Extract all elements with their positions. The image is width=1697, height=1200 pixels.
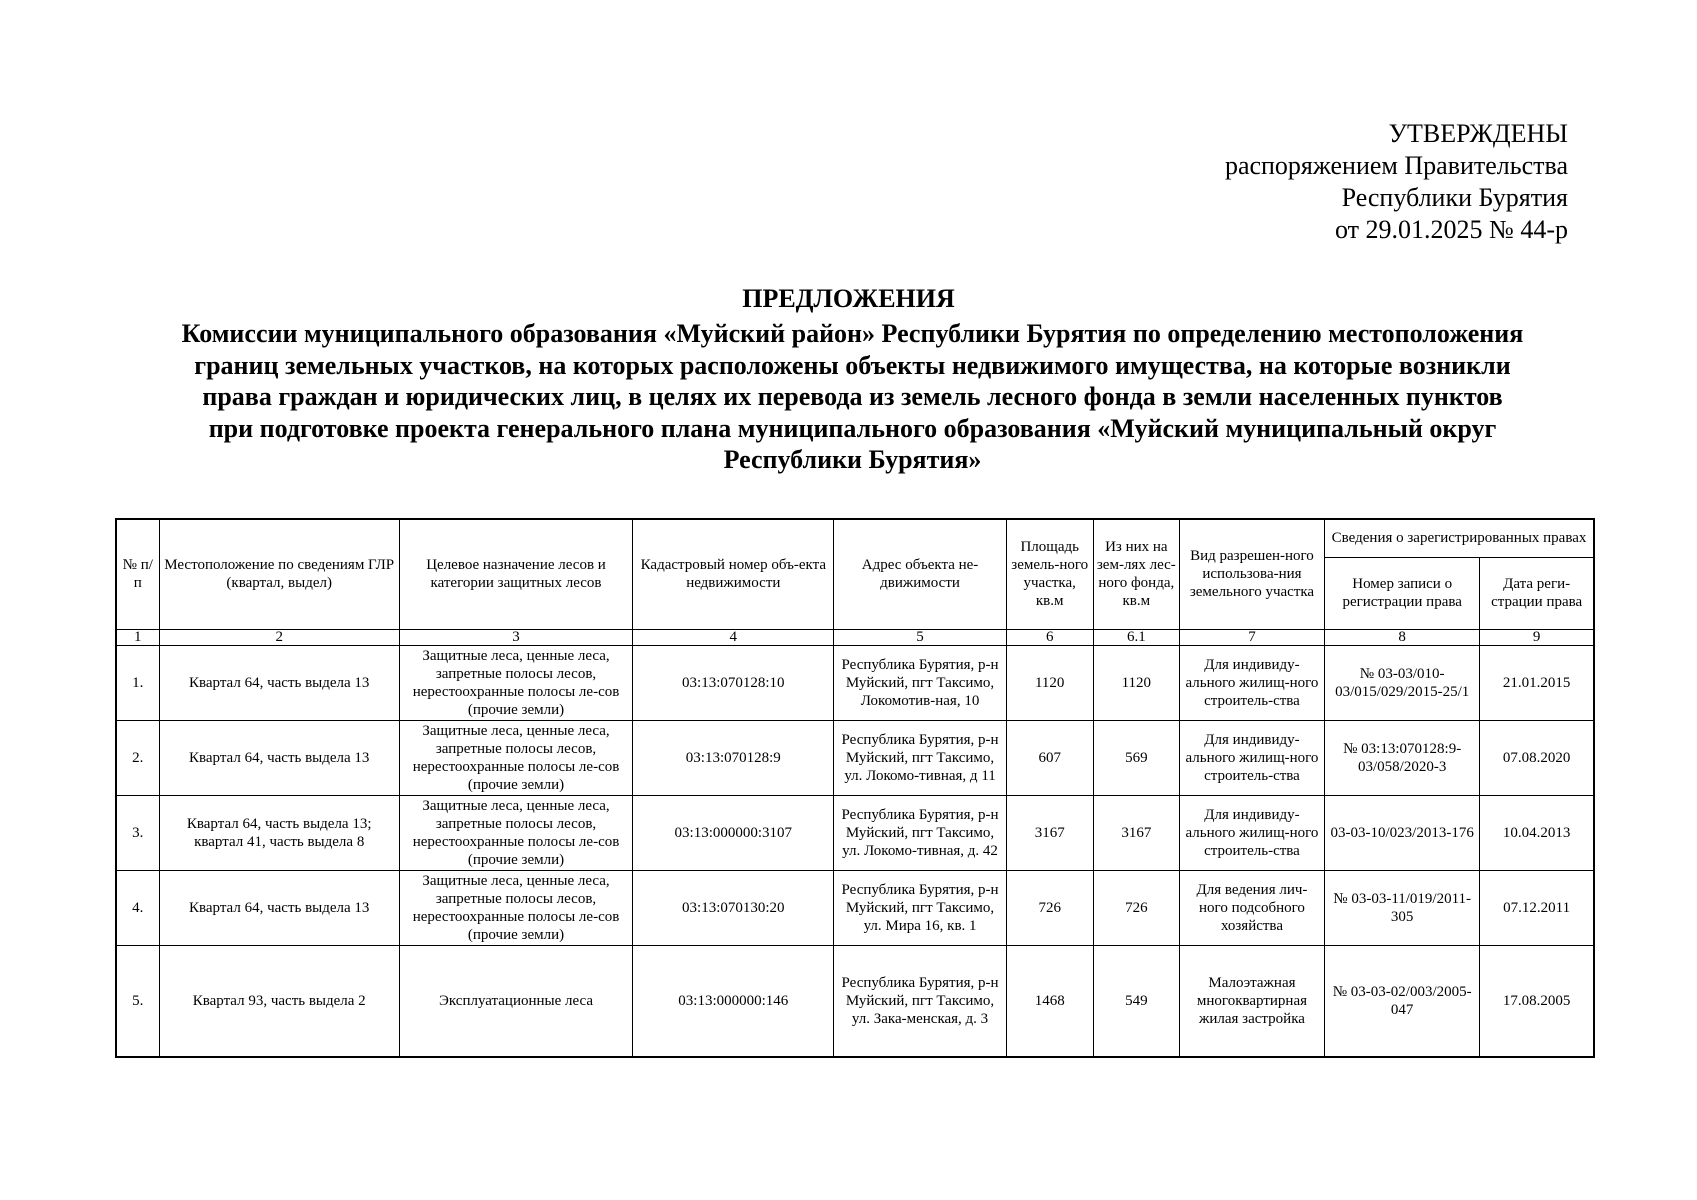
column-number: 2 [159,629,399,645]
cell-location: Квартал 64, часть выдела 13 [159,870,399,945]
document-title: ПРЕДЛОЖЕНИЯ [742,284,955,313]
approval-region: Республики Бурятия [1341,183,1568,212]
cell-reg-date: 07.08.2020 [1480,720,1594,795]
cell-location: Квартал 93, часть выдела 2 [159,945,399,1057]
column-number: 4 [633,629,834,645]
cell-num: 5. [116,945,159,1057]
cell-forest-area: 549 [1093,945,1179,1057]
cell-location: Квартал 64, часть выдела 13; квартал 41, часть выдела 8 [159,795,399,870]
cell-use-type: Для индивиду-ального жилищ-ного строитель-ства [1179,795,1324,870]
cell-record-no: № 03-03-11/019/2011-305 [1325,870,1480,945]
column-number: 6.1 [1093,629,1179,645]
column-number: 9 [1480,629,1594,645]
subtitle-line: права граждан и юридических лиц, в целях их перевода из земель лесного фонда в земли населенных пунктов [202,382,1503,411]
table-row [116,945,1594,1057]
header-forest-area: Из них на зем-лях лес-ного фонда, кв.м [1093,519,1179,629]
column-number-row [116,629,1594,645]
cell-record-no: 03-03-10/023/2013-176 [1325,795,1480,870]
cell-address: Республика Бурятия, р-н Муйский, пгт Таксимо, ул. Зака-менская, д. 3 [834,945,1006,1057]
header-area: Площадь земель-ного участка, кв.м [1006,519,1093,629]
cell-num: 2. [116,720,159,795]
cell-use-type: Для индивиду-ального жилищ-ного строитель-ства [1179,720,1324,795]
table-row [116,870,1594,945]
cell-use-type: Для индивиду-ального жилищ-ного строитель-ства [1179,645,1324,720]
cell-cadastral: 03:13:000000:3107 [633,795,834,870]
cell-location: Квартал 64, часть выдела 13 [159,720,399,795]
header-num: № п/п [116,519,159,629]
cell-num: 1. [116,645,159,720]
cell-area: 3167 [1006,795,1093,870]
cell-forest-area: 1120 [1093,645,1179,720]
subtitle-line: границ земельных участков, на которых расположены объекты недвижимого имущества, на которые возникли [194,350,1511,380]
cell-area: 726 [1006,870,1093,945]
cell-purpose: Защитные леса, ценные леса, запретные полосы лесов, нерестоохранные полосы ле-сов (прочие земли) [399,795,632,870]
header-use-type: Вид разрешен-ного использова-ния земельного участка [1179,519,1324,629]
cell-forest-area: 569 [1093,720,1179,795]
approval-block [1148,118,1568,246]
document-subtitle [110,318,1595,476]
subtitle-line: Республики Бурятия» [723,445,982,474]
approval-date-number: от 29.01.2025 № 44-р [1335,215,1568,244]
cell-area: 1120 [1006,645,1093,720]
cell-purpose: Защитные леса, ценные леса, запретные полосы лесов, нерестоохранные полосы ле-сов (прочие земли) [399,720,632,795]
cell-reg-date: 10.04.2013 [1480,795,1594,870]
cell-use-type: Малоэтажная многоквартирная жилая застройка [1179,945,1324,1057]
column-number: 8 [1325,629,1480,645]
header-record-no: Номер записи о регистрации права [1325,557,1480,629]
column-number: 7 [1179,629,1324,645]
header-cadastral: Кадастровый номер объ-екта недвижимости [633,519,834,629]
approval-issuer: распоряжением Правительства [1224,151,1568,180]
cell-area: 607 [1006,720,1093,795]
cell-record-no: № 03:13:070128:9-03/058/2020-3 [1325,720,1480,795]
cell-address: Республика Бурятия, р-н Муйский, пгт Таксимо, ул. Мира 16, кв. 1 [834,870,1006,945]
header-reg-date: Дата реги-страции права [1480,557,1594,629]
cell-forest-area: 3167 [1093,795,1179,870]
header-purpose: Целевое назначение лесов и категории защитных лесов [399,519,632,629]
cell-use-type: Для ведения лич-ного подсобного хозяйства [1179,870,1324,945]
cell-record-no: № 03-03/010-03/015/029/2015-25/1 [1325,645,1480,720]
cell-cadastral: 03:13:070128:9 [633,720,834,795]
column-number: 1 [116,629,159,645]
cell-reg-date: 17.08.2005 [1480,945,1594,1057]
cell-cadastral: 03:13:070130:20 [633,870,834,945]
header-location: Местоположение по сведениям ГЛР (квартал, выдел) [159,519,399,629]
cell-num: 4. [116,870,159,945]
cell-forest-area: 726 [1093,870,1179,945]
cell-cadastral: 03:13:000000:146 [633,945,834,1057]
proposals-table [115,518,1595,1058]
subtitle-line: при подготовке проекта генерального плана муниципального образования «Муйский муниципальный округ [208,413,1497,443]
cell-purpose: Защитные леса, ценные леса, запретные полосы лесов, нерестоохранные полосы ле-сов (прочие земли) [399,870,632,945]
subtitle-line: Комиссии муниципального образования «Муйский район» Республики Бурятия по определению местоположения [181,319,1524,348]
cell-record-no: № 03-03-02/003/2005-047 [1325,945,1480,1057]
cell-cadastral: 03:13:070128:10 [633,645,834,720]
table-row [116,645,1594,720]
approval-heading: УТВЕРЖДЕНЫ [1388,119,1568,148]
cell-address: Республика Бурятия, р-н Муйский, пгт Таксимо, ул. Локомо-тивная, д. 42 [834,795,1006,870]
table-row [116,720,1594,795]
header-address: Адрес объекта не-движимости [834,519,1006,629]
header-row [116,519,1594,557]
cell-area: 1468 [1006,945,1093,1057]
column-number: 6 [1006,629,1093,645]
header-rights-group: Сведения о зарегистрированных правах [1325,519,1594,557]
column-number: 3 [399,629,632,645]
cell-reg-date: 07.12.2011 [1480,870,1594,945]
cell-num: 3. [116,795,159,870]
cell-purpose: Защитные леса, ценные леса, запретные полосы лесов, нерестоохранные полосы ле-сов (прочие земли) [399,645,632,720]
cell-address: Республика Бурятия, р-н Муйский, пгт Таксимо, ул. Локомо-тивная, д 11 [834,720,1006,795]
cell-reg-date: 21.01.2015 [1480,645,1594,720]
column-number: 5 [834,629,1006,645]
cell-purpose: Эксплуатационные леса [399,945,632,1057]
table-row [116,795,1594,870]
cell-location: Квартал 64, часть выдела 13 [159,645,399,720]
cell-address: Республика Бурятия, р-н Муйский, пгт Таксимо, Локомотив-ная, 10 [834,645,1006,720]
